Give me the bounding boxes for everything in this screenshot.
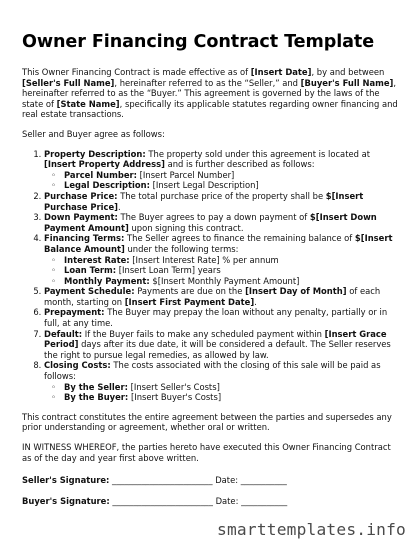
balance-amount-placeholder: $[Insert Balance Amount] xyxy=(44,233,393,254)
buyer-signature-line: ________________________ xyxy=(112,496,213,507)
closing-costs-list xyxy=(64,382,398,403)
state-name-placeholder: [State Name] xyxy=(56,98,120,109)
buyer-name-placeholder: [Buyer's Full Name] xyxy=(300,77,394,88)
term-purchase-price: 2. Purchase Price: The total purchase price of the property shall be $[Insert Purchase Price]. xyxy=(44,191,398,212)
site-watermark: smarttemplates.info xyxy=(217,520,406,540)
buyer-date-label: Date: xyxy=(215,496,239,507)
term-down-payment: 3. Down Payment: The Buyer agrees to pay a down payment of $[Insert Down Payment Amount] upon signing this contract. xyxy=(44,212,398,233)
grace-period-placeholder: [Insert Grace Period] xyxy=(44,328,387,350)
document-title: Owner Financing Contract Template xyxy=(22,32,375,52)
parcel-number-item: ◦ Parcel Number: [Insert Parcel Number] xyxy=(64,170,398,181)
term-prepayment: 6. Prepayment: The Buyer may prepay the loan without any penalty, partially or in full, at any time. xyxy=(44,307,398,328)
term-closing-costs: 8. Closing Costs: The costs associated with the closing of this sale will be paid as follows: ◦ By the Seller: [Insert Seller's Costs] ◦ By the Buyer: [Insert Buyer's Costs] xyxy=(44,360,398,402)
purchase-price-placeholder: $[Insert Purchase Price] xyxy=(44,190,364,212)
interest-rate-item: ◦ Interest Rate: [Insert Interest Rate] % per annum xyxy=(64,255,398,266)
loan-term-item: ◦ Loan Term: [Insert Loan Term] years xyxy=(64,265,398,276)
witness-paragraph: IN WITNESS WHEREOF, the parties hereto have executed this Owner Financing Contract as of the day and year first above written. xyxy=(22,442,391,463)
intro-paragraph: This Owner Financing Contract is made effective as of [Insert Date], by and between [Seller's Full Name], hereinafter referred to as the “Seller,” and [Buyer's Full Name], hereinafter referred to as the “Buyer.” This agreement is governed by the laws of the state of [State Name], specifically its applicable statutes regarding owner financing and real estate transactions. xyxy=(22,67,398,120)
term-default: 7. Default: If the Buyer fails to make any scheduled payment within [Insert Grace Period] days after its due date, it will be considered a default. The Seller reserves the right to pursue legal remedies, as allowed by law. xyxy=(44,329,398,361)
first-payment-date-placeholder: [Insert First Payment Date] xyxy=(124,296,255,307)
terms-list xyxy=(44,149,398,403)
seller-name-placeholder: [Seller's Full Name] xyxy=(22,77,115,88)
effective-date-placeholder: [Insert Date] xyxy=(250,67,312,77)
seller-signature-line: ________________________ xyxy=(112,475,213,486)
monthly-payment-item: ◦ Monthly Payment: $[Insert Monthly Payment Amount] xyxy=(64,276,398,287)
down-payment-placeholder: $[Insert Down Payment Amount] xyxy=(44,212,377,233)
seller-date-line: ___________ xyxy=(240,475,287,486)
payment-day-placeholder: [Insert Day of Month] xyxy=(245,286,347,297)
legal-description-item: ◦ Legal Description: [Insert Legal Description] xyxy=(64,180,398,191)
agree-paragraph: Seller and Buyer agree as follows: xyxy=(22,128,165,139)
seller-signature-row xyxy=(22,475,398,486)
seller-date-label: Date: xyxy=(215,475,239,486)
term-payment-schedule: 5. Payment Schedule: Payments are due on the [Insert Day of Month] of each month, starting on [Insert First Payment Date]. xyxy=(44,286,398,307)
buyer-date-line: ___________ xyxy=(241,496,288,507)
seller-signature-label: Seller's Signature: xyxy=(22,475,110,486)
financing-details-list xyxy=(64,255,398,287)
entire-agreement-paragraph: This contract constitutes the entire agreement between the parties and supersedes any prior understanding or agreement, whether oral or written. xyxy=(22,411,392,433)
buyer-signature-row xyxy=(22,496,398,507)
buyer-costs-item: ◦ By the Buyer: [Insert Buyer's Costs] xyxy=(64,392,398,403)
term-financing: 4. Financing Terms: The Seller agrees to finance the remaining balance of $[Insert Balance Amount] under the following terms: ◦ Interest Rate: [Insert Interest Rate] % per annum ◦ Loan Term: [Insert Loan Term] years ◦ Monthly Payment: $[Insert Monthly Payment Amount] xyxy=(44,233,398,286)
property-address-placeholder: [Insert Property Address] xyxy=(44,159,165,170)
property-details-list xyxy=(64,170,398,191)
buyer-signature-label: Buyer's Signature: xyxy=(22,496,110,507)
seller-costs-item: ◦ By the Seller: [Insert Seller's Costs] xyxy=(64,382,398,393)
term-property: 1. Property Description: The property sold under this agreement is located at [Insert Property Address] and is further described as follows: ◦ Parcel Number: [Insert Parcel Number] ◦ Legal Description: [Insert Legal Description] xyxy=(44,149,398,191)
